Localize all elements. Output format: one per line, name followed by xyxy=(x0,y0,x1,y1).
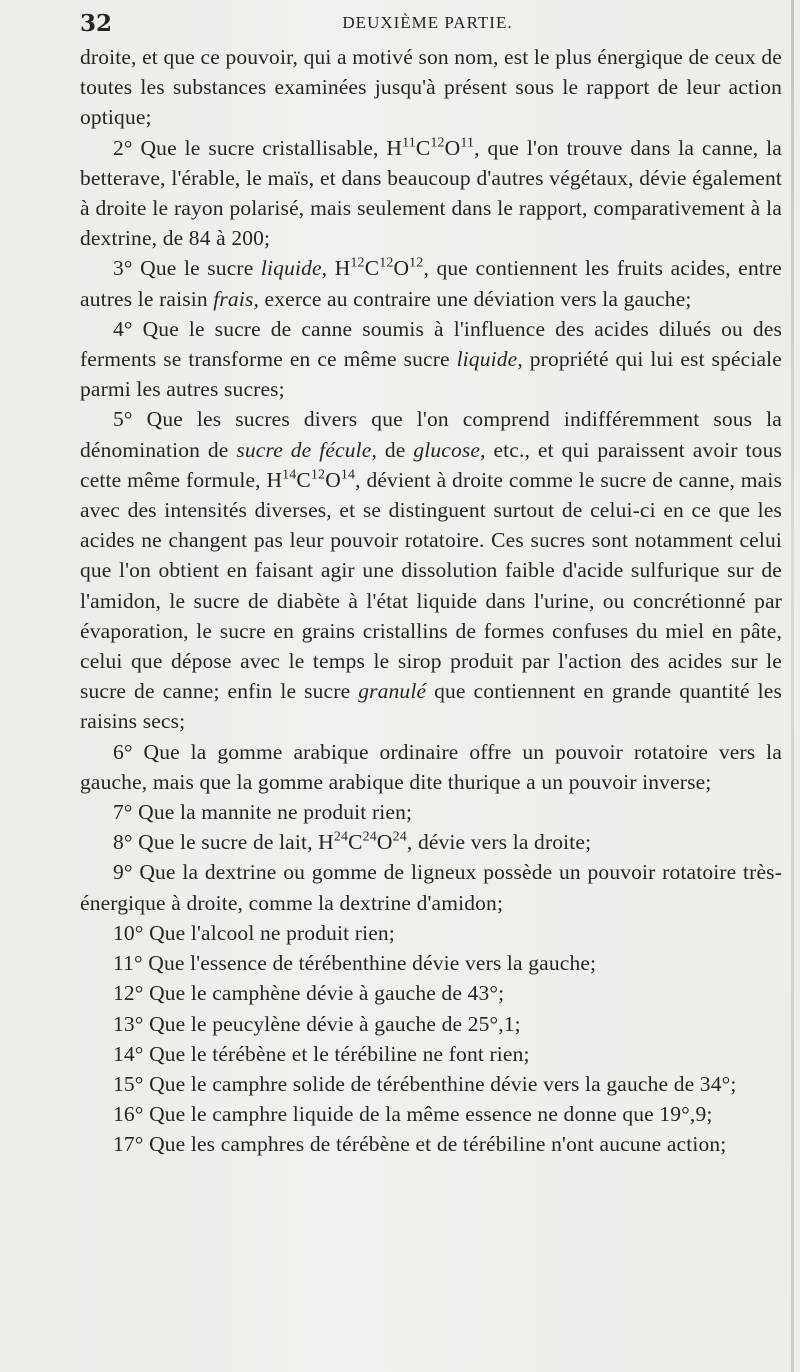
paragraph: 8° Que le sucre de lait, $H^{24}C^{24}O^{24}$, dévie vers la droite; xyxy=(113,829,592,855)
paragraph: 14° Que le térébène et le térébiline ne font rien; xyxy=(113,1041,530,1066)
page-number: 32 xyxy=(80,10,113,37)
paragraph: 3° Que le sucre liquide, $H^{12}C^{12}O^{12}$, que contiennent les fruits acides, entre autres le raisin frais, exerce au contraire une déviation vers la gauche; xyxy=(80,256,782,311)
paragraph: 11° Que l'essence de térébenthine dévie vers la gauche; xyxy=(113,951,597,976)
paragraph: 10° Que l'alcool ne produit rien; xyxy=(113,920,395,945)
paragraph: 15° Que le camphre solide de térébenthine dévie vers la gauche de 34°; xyxy=(113,1071,737,1096)
paragraph: 17° Que les camphres de térébène et de térébiline n'ont aucune action; xyxy=(113,1132,727,1157)
paragraph: 13° Que le peucylène dévie à gauche de 25°,1; xyxy=(113,1011,521,1036)
paragraph: 5° Que les sucres divers que l'on comprend indifféremment sous la dénomination de sucre de fécule, de glucose, etc., et qui paraissent avoir tous cette même formule, $H^{14}C^{12}O^{14}$, dévient à droite comme le sucre de canne, mais avec des intensités diverses, et se distinguent surtout de celui-ci en ce que les acides ne changent pas leur pouvoir rotatoire. Ces sucres sont notamment celui que l'on obtient en faisant agir une dissolution faible d'acide sulfurique sur de l'amidon, le sucre de diabète à l'état liquide dans l'urine, ou concrétionné par évaporation, le sucre en grains cristallins de formes confuses du miel en pâte, celui que dépose avec le temps le sirop produit par l'action des acides sur le sucre de canne; enfin le sucre granulé que contiennent en grande quantité les raisins secs; xyxy=(80,407,782,734)
paragraph: 16° Que le camphre liquide de la même essence ne donne que 19°,9; xyxy=(113,1102,713,1127)
paragraph: 12° Que le camphène dévie à gauche de 43°; xyxy=(113,981,505,1006)
paragraph: 2° Que le sucre cristallisable, $H^{11}C^{12}O^{11}$, que l'on trouve dans la canne, la betterave, l'érable, le maïs, et dans beaucoup d'autres végétaux, dévie également à droite le rayon polarisé, mais seulement dans le rapport, comparativement à la dextrine, de 84 à 200; xyxy=(80,135,782,251)
paragraph: 4° Que le sucre de canne soumis à l'influence des acides dilués ou des ferments se transforme en ce même sucre liquide, propriété qui lui est spéciale parmi les autres sucres; xyxy=(80,316,782,402)
paragraph: 7° Que la mannite ne produit rien; xyxy=(113,800,413,825)
paragraph: 9° Que la dextrine ou gomme de ligneux possède un pouvoir rotatoire très-énergique à droite, comme la dextrine d'amidon; xyxy=(80,860,782,915)
page-header xyxy=(80,10,775,38)
paragraph: droite, et que ce pouvoir, qui a motivé son nom, est le plus énergique de ceux de toutes les substances examinées jusqu'à présent sous le rapport de leur action optique; xyxy=(80,45,782,130)
body-text xyxy=(80,42,782,1160)
paragraph: 6° Que la gomme arabique ordinaire offre un pouvoir rotatoire vers la gauche, mais que la gomme arabique dite thurique a un pouvoir inverse; xyxy=(80,739,782,794)
page-edge xyxy=(791,0,794,1372)
running-title: DEUXIÈME PARTIE. xyxy=(342,13,513,32)
